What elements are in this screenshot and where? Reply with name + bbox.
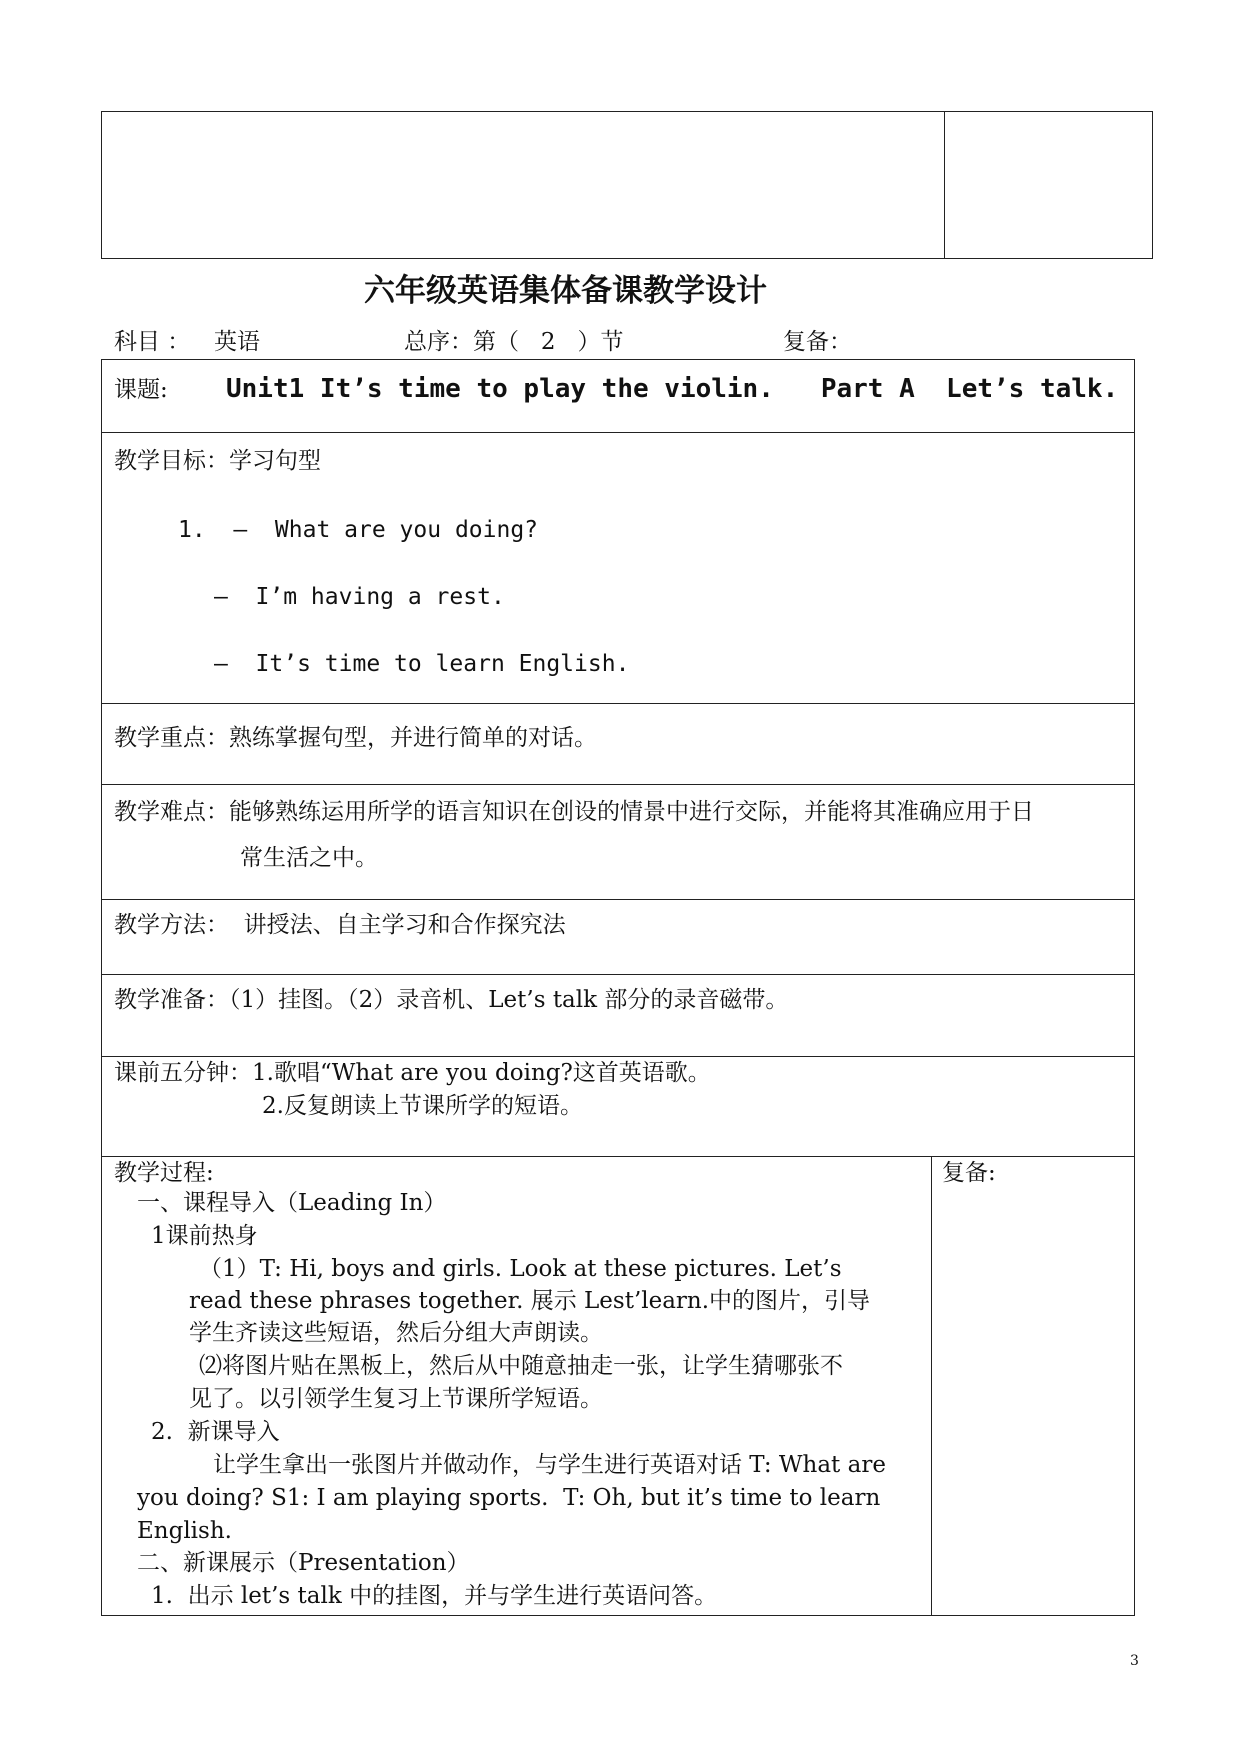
process-line: 一、课程导入（Leading In） [137,1190,447,1216]
process-line: 1. 出示 let’s talk 中的挂图，并与学生进行英语问答。 [151,1583,718,1609]
subject-value: 英语 [214,329,260,355]
row-divider [101,703,1135,704]
process-line: English. [137,1518,232,1544]
subject-label: 科目 ： [114,329,191,355]
objectives-label: 教学目标：学习句型 [114,448,321,474]
difficulties-line: 教学难点：能够熟练运用所学的语言知识在创设的情景中进行交际，并能将其准确应用于日 [114,799,1034,825]
row-divider [101,784,1135,785]
process-line: you doing? S1: I am playing sports. T: Oh, but it’s time to learn [137,1485,881,1511]
top-table-divider [944,111,945,259]
process-label: 教学过程: [114,1160,214,1186]
topic-label: 课题: [114,377,168,403]
row-divider [101,432,1135,433]
process-review-label: 复备: [942,1160,996,1186]
process-line: 二、新课展示（Presentation） [137,1550,470,1576]
topic-text: Unit1 It’s time to play the violin. Part A Let’s talk. [226,374,1119,404]
teaching-methods: 教学方法： 讲授法、自主学习和合作探究法 [114,912,566,938]
review-label-top: 复备： [783,329,852,355]
row-divider [101,1056,1135,1057]
process-line: ⑵将图片贴在黑板上，然后从中随意抽走一张，让学生猜哪张不 [199,1353,843,1379]
process-line: 学生齐读这些短语，然后分组大声朗读。 [189,1320,603,1346]
row-divider [101,974,1135,975]
page-number: 3 [1130,1653,1139,1669]
lesson-order: 总序：第（ 2 ）节 [404,329,624,355]
process-line: 见了。以引领学生复习上节课所学短语。 [189,1386,603,1412]
difficulties-line: 常生活之中。 [240,845,378,871]
objective-line: 1. — What are you doing? [178,517,539,543]
objective-line: — It’s time to learn English. [214,651,630,677]
top-blank-table [101,111,1153,259]
process-line: 让学生拿出一张图片并做动作，与学生进行英语对话 T: What are [213,1452,886,1478]
objective-line: — I’m having a rest. [214,584,505,610]
warmup-line: 课前五分钟：1.歌唱“What are you doing?这首英语歌。 [114,1060,711,1086]
page-title: 六年级英语集体备课教学设计 [364,273,767,309]
teaching-preparation: 教学准备：（1）挂图。（2）录音机、Let’s talk 部分的录音磁带。 [114,987,789,1013]
row-divider [101,899,1135,900]
process-content [101,1156,930,1616]
process-line: read these phrases together. 展示 Lest’learn.中的图片，引导 [189,1288,871,1314]
key-points: 教学重点：熟练掌握句型，并进行简单的对话。 [114,725,597,751]
warmup-line: 2.反复朗读上节课所学的短语。 [262,1093,583,1119]
process-line: （1）T: Hi, boys and girls. Look at these pictures. Let’s [199,1256,842,1282]
process-line: 2. 新课导入 [151,1419,280,1445]
process-line: 1课前热身 [151,1223,258,1249]
process-column-divider [931,1156,932,1616]
